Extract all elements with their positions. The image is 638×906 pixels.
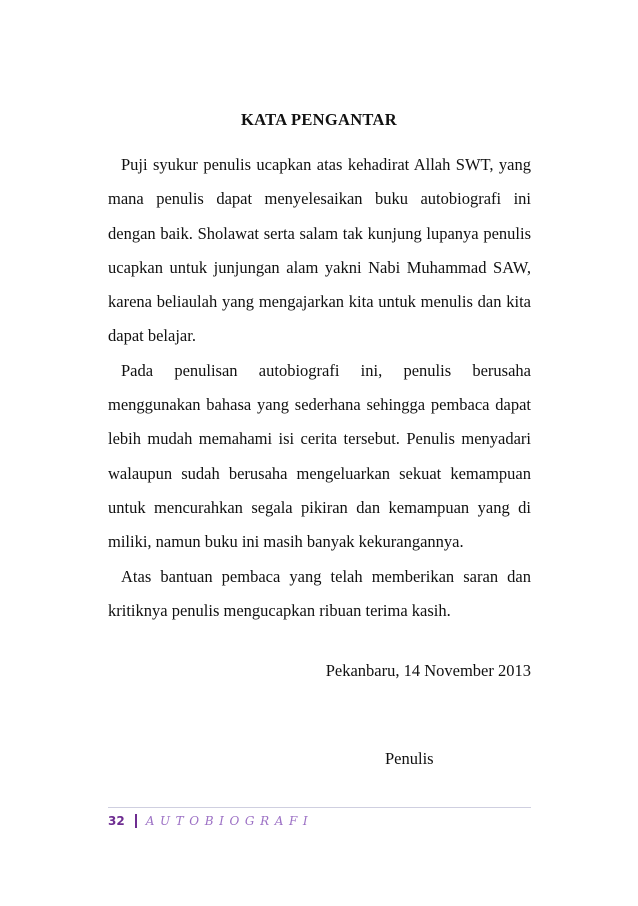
page-footer	[108, 811, 313, 831]
signature: Penulis	[385, 749, 434, 768]
footer-divider	[108, 807, 531, 808]
page-number: 32	[108, 814, 125, 828]
running-title: AUTOBIOGRAFI	[145, 814, 314, 828]
place-date: Pekanbaru, 14 November 2013	[325, 661, 531, 680]
body-text	[108, 148, 531, 628]
paragraph-1: Puji syukur penulis ucapkan atas kehadirat Allah SWT, yang mana penulis dapat menyelesaikan buku autobiografi ini dengan baik. Sholawat serta salam tak kunjung lupanya penulis ucapkan untuk junjungan alam yakni Nabi Muhammad SAW, karena beliaulah yang mengajarkan kita untuk menulis dan kita dapat belajar.	[108, 155, 531, 346]
page-title: KATA PENGANTAR	[241, 110, 397, 129]
paragraph-2: Pada penulisan autobiografi ini, penulis berusaha menggunakan bahasa yang sederhana sehingga pembaca dapat lebih mudah memahami isi cerita tersebut. Penulis menyadari walaupun sudah berusaha mengeluarkan sekuat kemampuan untuk mencurahkan segala pikiran dan kemampuan yang di miliki, namun buku ini masih banyak kekurangannya.	[108, 360, 531, 552]
footer-separator	[135, 814, 137, 828]
paragraph-3: Atas bantuan pembaca yang telah memberikan saran dan kritiknya penulis mengucapkan ribuan terima kasih.	[108, 566, 531, 620]
